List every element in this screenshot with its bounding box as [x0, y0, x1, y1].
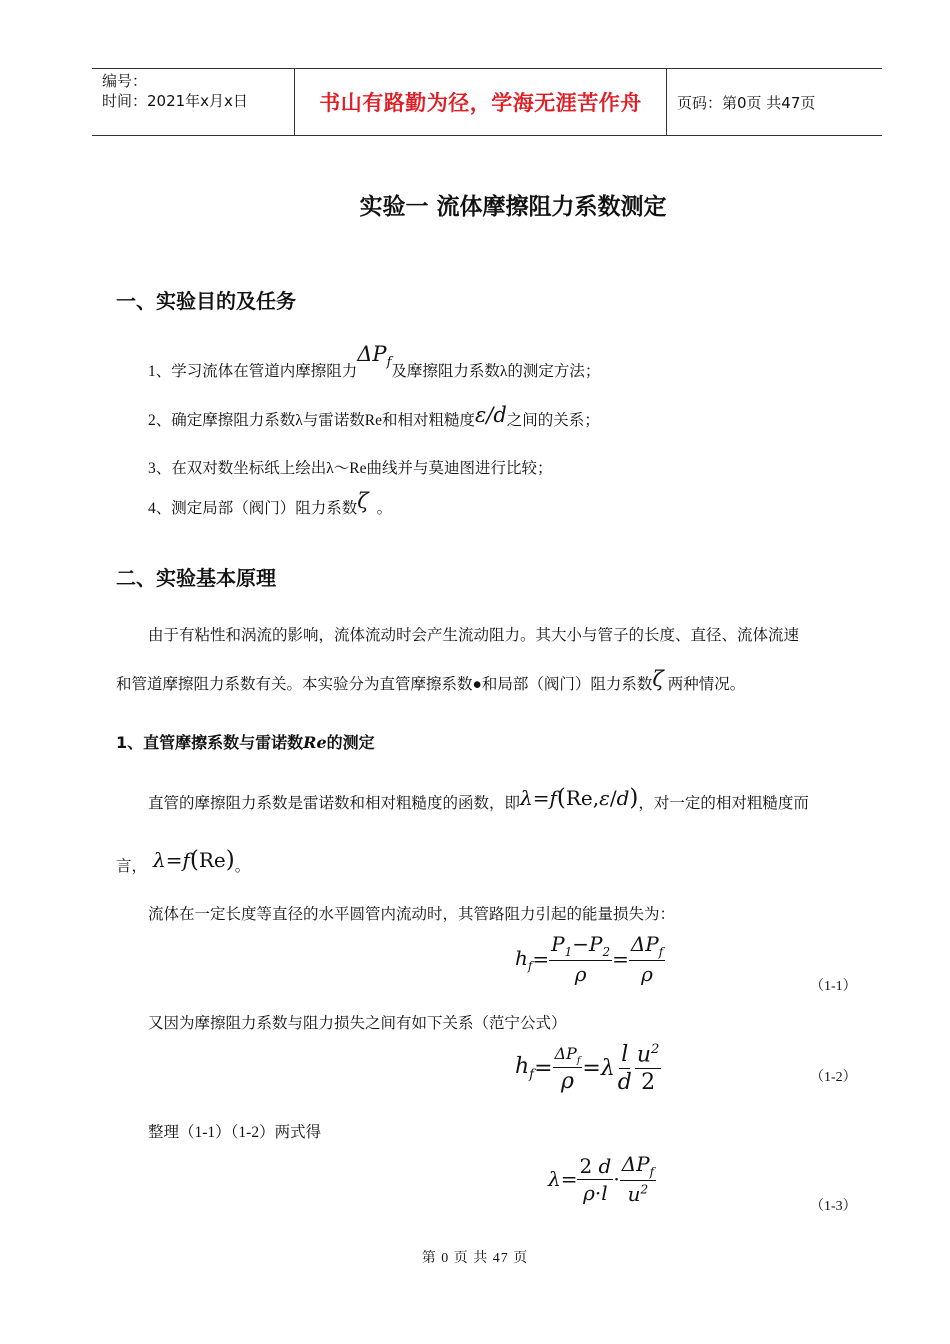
- objective-item-1-text-end: 及摩擦阻力系数λ的测定方法；: [391, 363, 601, 381]
- page-footer: 第 0 页 共 47 页: [421, 1251, 529, 1266]
- subsection-heading: [116, 730, 375, 753]
- section1-heading: 一、实验目的及任务: [116, 289, 296, 313]
- combine-paragraph: 整理（1-1）（1-2）两式得: [148, 1124, 322, 1141]
- friction-line1-text: 直管的摩擦阻力系数是雷诺数和相对粗糙度的函数，即: [148, 795, 521, 812]
- formula-lambda-re-eps: λ=f(Re,ε/d): [520, 785, 639, 811]
- principle-paragraph-line1: 由于有粘性和涡流的影响，流体流动时会产生流动阻力。其大小与管子的长度、直径、流体流速: [148, 627, 800, 644]
- fanning-paragraph: 又因为摩擦阻力系数与阻力损失之间有如下关系（范宁公式）: [148, 1015, 567, 1032]
- objective-item-2-text-end: 之间的关系；: [506, 412, 600, 429]
- friction-line2-text-end: 。: [234, 858, 251, 875]
- friction-paragraph-line1: [148, 785, 809, 813]
- objective-item-2-text: 2、确定摩擦阻力系数λ与雷诺数Re和相对粗糙度: [148, 412, 475, 429]
- formula-zeta-2: ζ: [652, 667, 664, 691]
- equation-number-1-3: （1-3）: [810, 1199, 857, 1214]
- section2-heading: 二、实验基本原理: [116, 566, 276, 590]
- doc-id-label: 编号：: [102, 72, 148, 90]
- equation-number-1-1: （1-1）: [810, 979, 857, 994]
- formula-zeta: ζ: [357, 489, 369, 513]
- equation-1-2: $h_f$ = $\frac{\Delta P_f}{\rho}$ = λ $\frac{l}{d}$ $\frac{u^2}{2}$: [515, 1042, 660, 1096]
- objective-item-4-text-end: 。: [376, 500, 393, 517]
- formula-lambda-re: λ=f(Re): [153, 847, 235, 873]
- objective-item-1-text: 1、学习流体在管道内摩擦阻力: [148, 363, 358, 381]
- subsection-heading-text-end: 的测定: [326, 733, 375, 752]
- subsection-heading-text: 1、直管摩擦系数与雷诺数: [116, 733, 304, 752]
- principle-line2-text: 和管道摩擦阻力系数有关。本实验分为直管摩擦系数●和局部（阀门）阻力系数: [116, 676, 653, 693]
- formula-delta-pf: $\Delta P_f$: [357, 342, 392, 371]
- page-title: 实验一 流体摩擦阻力系数测定: [359, 194, 667, 220]
- equation-1-3: λ = $\frac{2 d}{\rho\cdot l}$ · $\frac{\Delta P_f}{u^2}$: [548, 1152, 655, 1206]
- equation-number-1-2: （1-2）: [810, 1070, 857, 1085]
- friction-paragraph-line2: [116, 847, 251, 876]
- subsection-heading-re: Re: [303, 733, 327, 752]
- doc-time-label: 时间：2021年x月x日: [102, 92, 248, 110]
- formula-epsilon-over-d: ε/d: [475, 403, 507, 427]
- objective-item-3: 3、在双对数坐标纸上绘出λ～Re曲线并与莫迪图进行比较；: [148, 460, 553, 477]
- objective-item-4-text: 4、测定局部（阀门）阻力系数: [148, 500, 358, 517]
- header-table: [92, 68, 882, 136]
- header-slogan: 书山有路勤为径，学海无涯苦作舟: [319, 91, 642, 115]
- header-left-cell: [92, 69, 294, 135]
- friction-line1-text-end: ，对一定的相对粗糙度而: [638, 795, 809, 812]
- header-slogan-cell: [294, 69, 667, 135]
- energy-loss-paragraph: 流体在一定长度等直径的水平圆管内流动时，其管路阻力引起的能量损失为：: [148, 906, 676, 923]
- friction-line2-text: 言，: [116, 858, 148, 875]
- principle-paragraph-line2: [116, 667, 746, 694]
- objective-item-2: [148, 403, 600, 430]
- objective-item-4: [148, 489, 393, 518]
- principle-line2-text-end: 两种情况。: [667, 676, 746, 693]
- objective-item-1: [148, 342, 601, 381]
- equation-1-1: $h_f$ = $\frac{P_1-P_2}{\rho}$ = $\frac{\Delta P_f}{\rho}$: [515, 932, 664, 986]
- header-page-info: 页码：第0页 共47页: [677, 93, 816, 112]
